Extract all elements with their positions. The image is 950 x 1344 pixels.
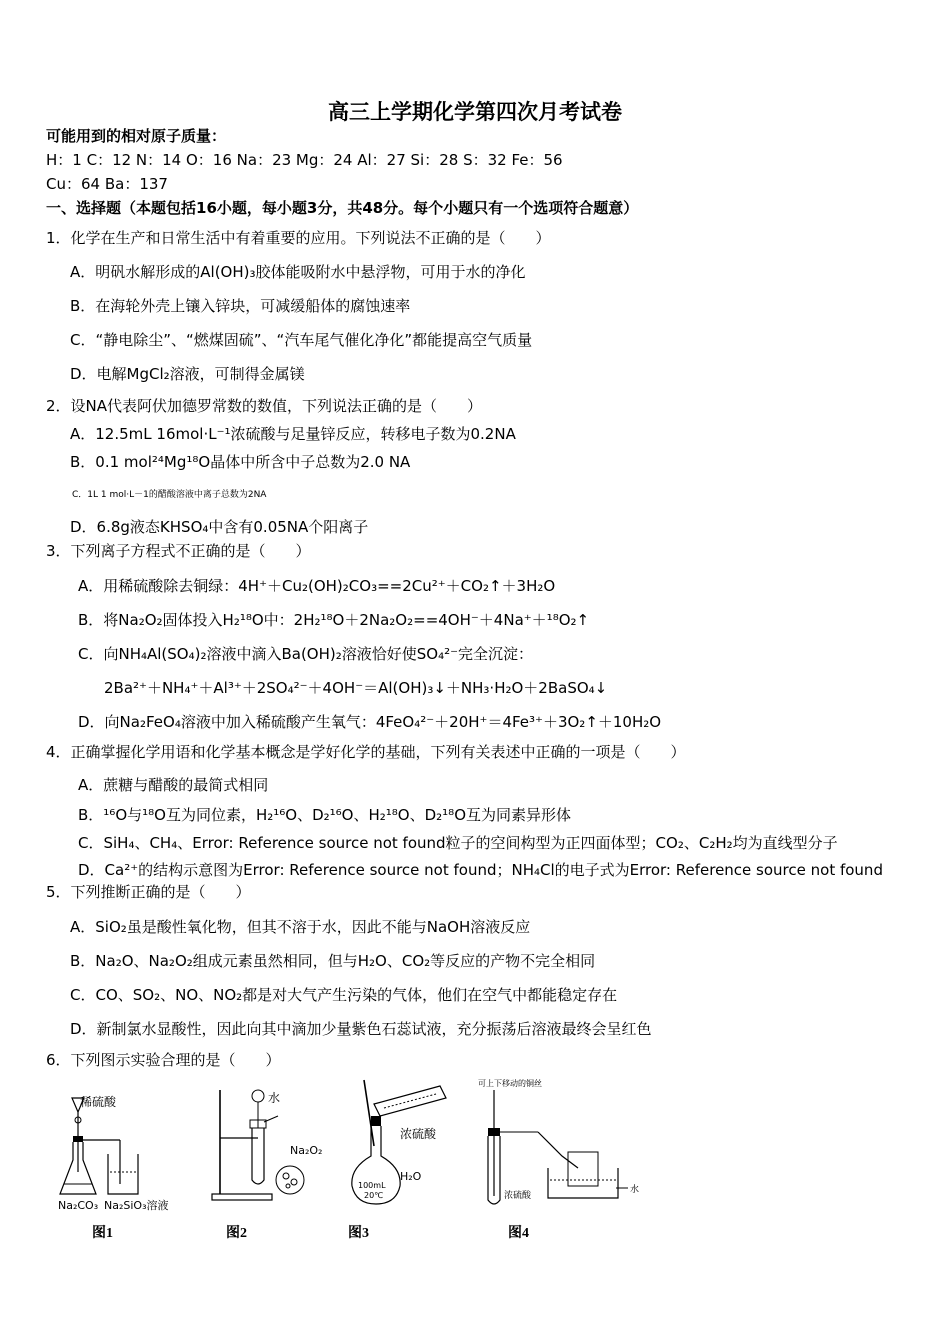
figure-1-label-sodium-silicate: Na₂SiO₃溶液: [104, 1199, 169, 1212]
question-3-option-c: C．向NH₄Al(SO₄)₂溶液中滴入Ba(OH)₂溶液恰好使SO₄²⁻完全沉淀：: [78, 645, 534, 663]
question-4-option-c: C．SiH₄、CH₄、Error: Reference source not found粒子的空间构型为正四面体型；CO₂、C₂H₂均为直线型分子: [78, 834, 838, 852]
atomic-mass-line-2: Cu：64 Ba：137: [46, 175, 168, 193]
question-1-option-c: C．“静电除尘”、“燃煤固硫”、“汽车尾气催化净化”都能提高空气质量: [70, 331, 533, 349]
atomic-mass-line-1: H：1 C：12 N：14 O：16 Na：23 Mg：24 Al：27 Si：28 S：32 Fe：56: [46, 151, 563, 169]
figure-3-label-flask-volume: 100mL: [358, 1181, 386, 1190]
question-5-option-d: D．新制氯水显酸性，因此向其中滴加少量紫色石蕊试液，充分振荡后溶液最终会呈红色: [70, 1020, 652, 1038]
figure-4-label-movable-copper-wire: 可上下移动的铜丝: [478, 1079, 542, 1088]
question-4-option-a: A．蔗糖与醋酸的最简式相同: [78, 776, 269, 794]
section-heading: 一、选择题（本题包括16小题，每小题3分，共48分。每个小题只有一个选项符合题意）: [46, 199, 639, 217]
question-3-option-a: A．用稀硫酸除去铜绿：4H⁺＋Cu₂(OH)₂CO₃==2Cu²⁺＋CO₂↑＋3H₂O: [78, 577, 556, 595]
question-6-stem: 6．下列图示实验合理的是（ ）: [46, 1051, 281, 1069]
figure-2-apparatus: [206, 1076, 326, 1216]
figure-3-apparatus: [344, 1076, 464, 1216]
question-1-option-b: B．在海轮外壳上镶入锌块，可减缓船体的腐蚀速率: [70, 297, 411, 315]
figure-1-label-sodium-carbonate: Na₂CO₃: [58, 1199, 99, 1212]
figure-4-label-water: 水: [630, 1185, 640, 1195]
page-title: 高三上学期化学第四次月考试卷: [328, 100, 622, 124]
question-3-stem: 3．下列离子方程式不正确的是（ ）: [46, 542, 311, 560]
atomic-mass-header: 可能用到的相对原子质量：: [46, 127, 227, 145]
question-3-option-c-equation: 2Ba²⁺＋NH₄⁺＋Al³⁺＋2SO₄²⁻＋4OH⁻＝Al(OH)₃↓＋NH₃·H₂O＋2BaSO₄↓: [104, 679, 608, 697]
question-1-stem: 1．化学在生产和日常生活中有着重要的应用。下列说法不正确的是（ ）: [46, 229, 551, 247]
figure-2-label-water: 水: [268, 1091, 281, 1105]
question-4-option-d: D．Ca²⁺的结构示意图为Error: Reference source not found；NH₄Cl的电子式为Error: Reference source not found: [78, 861, 883, 879]
question-3-option-b: B．将Na₂O₂固体投入H₂¹⁸O中：2H₂¹⁸O＋2Na₂O₂==4OH⁻＋4Na⁺＋¹⁸O₂↑: [78, 611, 590, 629]
question-2-option-a: A．12.5mL 16mol·L⁻¹浓硫酸与足量锌反应，转移电子数为0.2NA: [70, 425, 516, 443]
figure-4-apparatus: [478, 1076, 648, 1216]
question-2-option-b: B．0.1 mol²⁴Mg¹⁸O晶体中所含中子总数为2.0 NA: [70, 453, 411, 471]
question-1-option-d: D．电解MgCl₂溶液，可制得金属镁: [70, 365, 305, 383]
question-1-option-a: A．明矾水解形成的Al(OH)₃胶体能吸附水中悬浮物，可用于水的净化: [70, 263, 526, 281]
figure-3-caption: 图3: [348, 1226, 369, 1241]
figure-1-caption: 图1: [92, 1226, 113, 1241]
question-2-option-d: D．6.8g液态KHSO₄中含有0.05NA个阳离子: [70, 518, 369, 536]
question-4-stem: 4．正确掌握化学用语和化学基本概念是学好化学的基础，下列有关表述中正确的一项是（ ）: [46, 743, 686, 761]
figure-2-caption: 图2: [226, 1226, 247, 1241]
figure-2-label-sodium-peroxide: Na₂O₂: [290, 1144, 323, 1157]
question-5-option-b: B．Na₂O、Na₂O₂组成元素虽然相同，但与H₂O、CO₂等反应的产物不完全相同: [70, 952, 596, 970]
figure-1-label-dilute-sulfuric-acid: 稀硫酸: [80, 1095, 117, 1109]
question-3-option-d: D．向Na₂FeO₄溶液中加入稀硫酸产生氧气：4FeO₄²⁻＋20H⁺＝4Fe³⁺＋3O₂↑＋10H₂O: [78, 713, 662, 731]
figure-3-label-flask-temperature: 20℃: [364, 1191, 384, 1200]
figure-3-label-conc-sulfuric-acid: 浓硫酸: [400, 1127, 437, 1141]
figure-1-apparatus: [56, 1076, 186, 1216]
figure-4-label-conc-sulfuric-acid: 浓硫酸: [504, 1191, 532, 1201]
question-2-option-c: C．1L 1 mol·L－1的醋酸溶液中离子总数为2NA: [72, 490, 267, 500]
question-2-stem: 2．设NA代表阿伏加德罗常数的数值，下列说法正确的是（ ）: [46, 397, 483, 415]
figure-4-caption: 图4: [508, 1226, 529, 1241]
question-5-stem: 5．下列推断正确的是（ ）: [46, 883, 251, 901]
question-4-option-b: B．¹⁶O与¹⁸O互为同位素，H₂¹⁶O、D₂¹⁶O、H₂¹⁸O、D₂¹⁸O互为同素异形体: [78, 806, 572, 824]
question-5-option-c: C．CO、SO₂、NO、NO₂都是对大气产生污染的气体，他们在空气中都能稳定存在: [70, 986, 618, 1004]
figure-3-label-water: H₂O: [400, 1170, 422, 1183]
question-5-option-a: A．SiO₂虽是酸性氧化物，但其不溶于水，因此不能与NaOH溶液反应: [70, 918, 531, 936]
